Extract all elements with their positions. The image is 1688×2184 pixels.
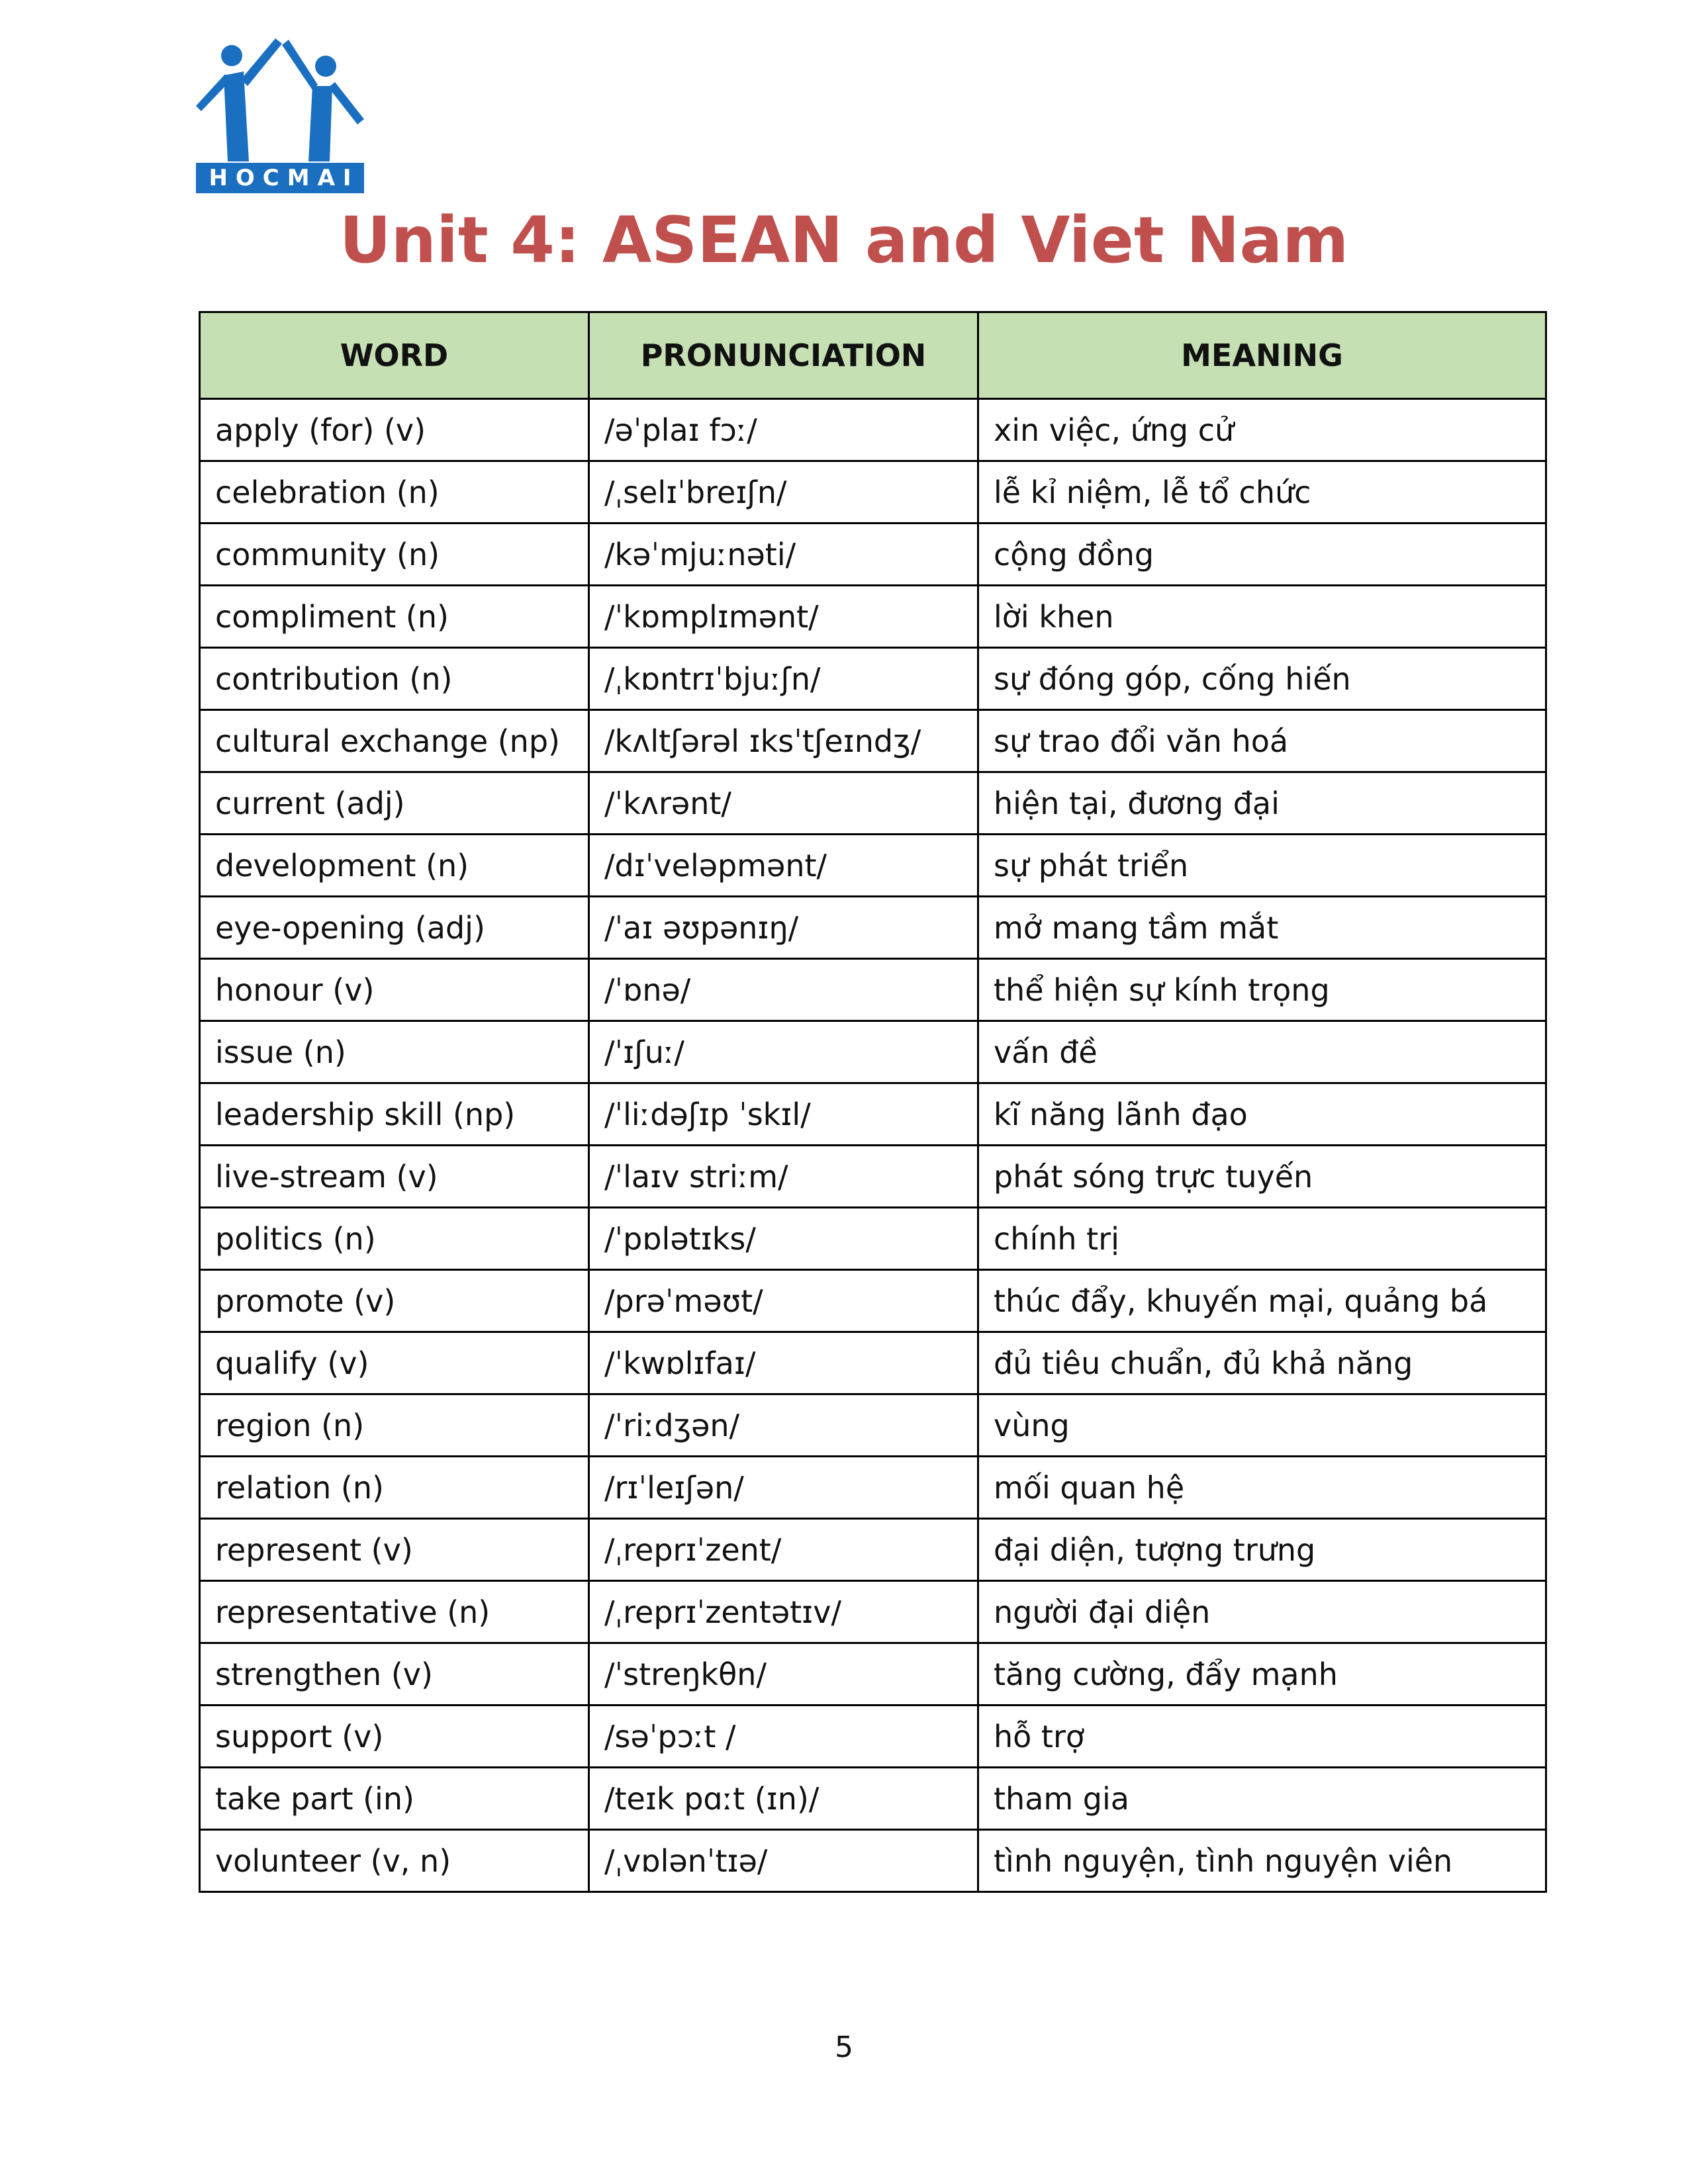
table-row [200,835,1546,897]
pronunciation-cell: /ˌkɒntrɪˈbjuːʃn/ [589,648,978,710]
table-row [200,897,1546,959]
header-word: WORD [200,312,589,399]
pronunciation-cell: /ˈɪʃuː/ [589,1021,978,1083]
pronunciation-cell: /ˈɒnə/ [589,959,978,1021]
meaning-cell: chính trị [978,1208,1546,1270]
meaning-cell: tình nguyện, tình nguyện viên [978,1830,1546,1892]
table-row [200,1706,1546,1768]
pronunciation-cell: /səˈpɔːt / [589,1706,978,1768]
meaning-cell: đại diện, tượng trưng [978,1519,1546,1581]
meaning-cell: cộng đồng [978,523,1546,586]
header-pronunciation: PRONUNCIATION [589,312,978,399]
table-row [200,1146,1546,1208]
pronunciation-cell: /əˈplaɪ fɔː/ [589,399,978,461]
pronunciation-cell: /ˈliːdəʃɪp ˈskɪl/ [589,1083,978,1146]
pronunciation-cell: /ˈaɪ əʊpənɪŋ/ [589,897,978,959]
meaning-cell: thể hiện sự kính trọng [978,959,1546,1021]
table-row [200,959,1546,1021]
table-row [200,1021,1546,1083]
page-number: 5 [835,2030,853,2064]
meaning-cell: tăng cường, đẩy mạnh [978,1643,1546,1706]
pronunciation-cell: /ˌreprɪˈzentətɪv/ [589,1581,978,1643]
word-cell: region (n) [200,1394,589,1457]
vocabulary-table [199,311,1547,1893]
word-cell: represent (v) [200,1519,589,1581]
word-cell: strengthen (v) [200,1643,589,1706]
pronunciation-cell: /prəˈməʊt/ [589,1270,978,1332]
word-cell: honour (v) [200,959,589,1021]
table-row [200,1270,1546,1332]
pronunciation-cell: /ˌselɪˈbreɪʃn/ [589,461,978,523]
meaning-cell: phát sóng trực tuyến [978,1146,1546,1208]
pronunciation-cell: /ˈkʌrənt/ [589,772,978,835]
word-cell: apply (for) (v) [200,399,589,461]
table-row [200,1581,1546,1643]
table-row [200,1394,1546,1457]
word-cell: compliment (n) [200,586,589,648]
word-cell: politics (n) [200,1208,589,1270]
meaning-cell: sự trao đổi văn hoá [978,710,1546,772]
word-cell: community (n) [200,523,589,586]
pronunciation-cell: /kʌltʃərəl ɪksˈtʃeɪndʒ/ [589,710,978,772]
meaning-cell: đủ tiêu chuẩn, đủ khả năng [978,1332,1546,1394]
page-title: Unit 4: ASEAN and Viet Nam [339,203,1349,277]
meaning-cell: xin việc, ứng cử [978,399,1546,461]
meaning-cell: hỗ trợ [978,1706,1546,1768]
table-row [200,523,1546,586]
pronunciation-cell: /teɪk pɑːt (ɪn)/ [589,1768,978,1830]
meaning-cell: người đại diện [978,1581,1546,1643]
meaning-cell: mở mang tầm mắt [978,897,1546,959]
table-row [200,648,1546,710]
meaning-cell: lễ kỉ niệm, lễ tổ chức [978,461,1546,523]
word-cell: qualify (v) [200,1332,589,1394]
word-cell: leadership skill (np) [200,1083,589,1146]
table-row [200,1083,1546,1146]
word-cell: representative (n) [200,1581,589,1643]
table-row [200,586,1546,648]
pronunciation-cell: /ˈlaɪv striːm/ [589,1146,978,1208]
meaning-cell: sự đóng góp, cống hiến [978,648,1546,710]
pronunciation-cell: /dɪˈveləpmənt/ [589,835,978,897]
meaning-cell: kĩ năng lãnh đạo [978,1083,1546,1146]
pronunciation-cell: /ˌvɒlənˈtɪə/ [589,1830,978,1892]
table-row [200,1457,1546,1519]
word-cell: cultural exchange (np) [200,710,589,772]
table-row [200,1643,1546,1706]
pronunciation-cell: /ˌreprɪˈzent/ [589,1519,978,1581]
table-row [200,461,1546,523]
table-row [200,399,1546,461]
table-row [200,1208,1546,1270]
word-cell: celebration (n) [200,461,589,523]
meaning-cell: lời khen [978,586,1546,648]
pronunciation-cell: /ˈpɒlətɪks/ [589,1208,978,1270]
meaning-cell: mối quan hệ [978,1457,1546,1519]
word-cell: current (adj) [200,772,589,835]
table-row [200,1768,1546,1830]
pronunciation-cell: /ˈriːdʒən/ [589,1394,978,1457]
table-body [200,399,1546,1892]
meaning-cell: vùng [978,1394,1546,1457]
table-row [200,1830,1546,1892]
pronunciation-cell: /ˈstreŋkθn/ [589,1643,978,1706]
meaning-cell: hiện tại, đương đại [978,772,1546,835]
pronunciation-cell: /ˈkɒmplɪmənt/ [589,586,978,648]
logo-text: HOCMAI [196,163,364,193]
word-cell: eye-opening (adj) [200,897,589,959]
table-row [200,772,1546,835]
pronunciation-cell: /kəˈmjuːnəti/ [589,523,978,586]
meaning-cell: sự phát triển [978,835,1546,897]
pronunciation-cell: /rɪˈleɪʃən/ [589,1457,978,1519]
word-cell: take part (in) [200,1768,589,1830]
table-row [200,1332,1546,1394]
word-cell: live-stream (v) [200,1146,589,1208]
meaning-cell: vấn đề [978,1021,1546,1083]
word-cell: support (v) [200,1706,589,1768]
word-cell: contribution (n) [200,648,589,710]
word-cell: promote (v) [200,1270,589,1332]
word-cell: relation (n) [200,1457,589,1519]
hocmai-two-figures-logo-icon [196,37,364,163]
hocmai-logo [196,37,364,197]
word-cell: development (n) [200,835,589,897]
meaning-cell: thúc đẩy, khuyến mại, quảng bá [978,1270,1546,1332]
word-cell: volunteer (v, n) [200,1830,589,1892]
table-row [200,1519,1546,1581]
word-cell: issue (n) [200,1021,589,1083]
table-header-row [200,312,1546,399]
pronunciation-cell: /ˈkwɒlɪfaɪ/ [589,1332,978,1394]
header-meaning: MEANING [978,312,1546,399]
table-row [200,710,1546,772]
meaning-cell: tham gia [978,1768,1546,1830]
